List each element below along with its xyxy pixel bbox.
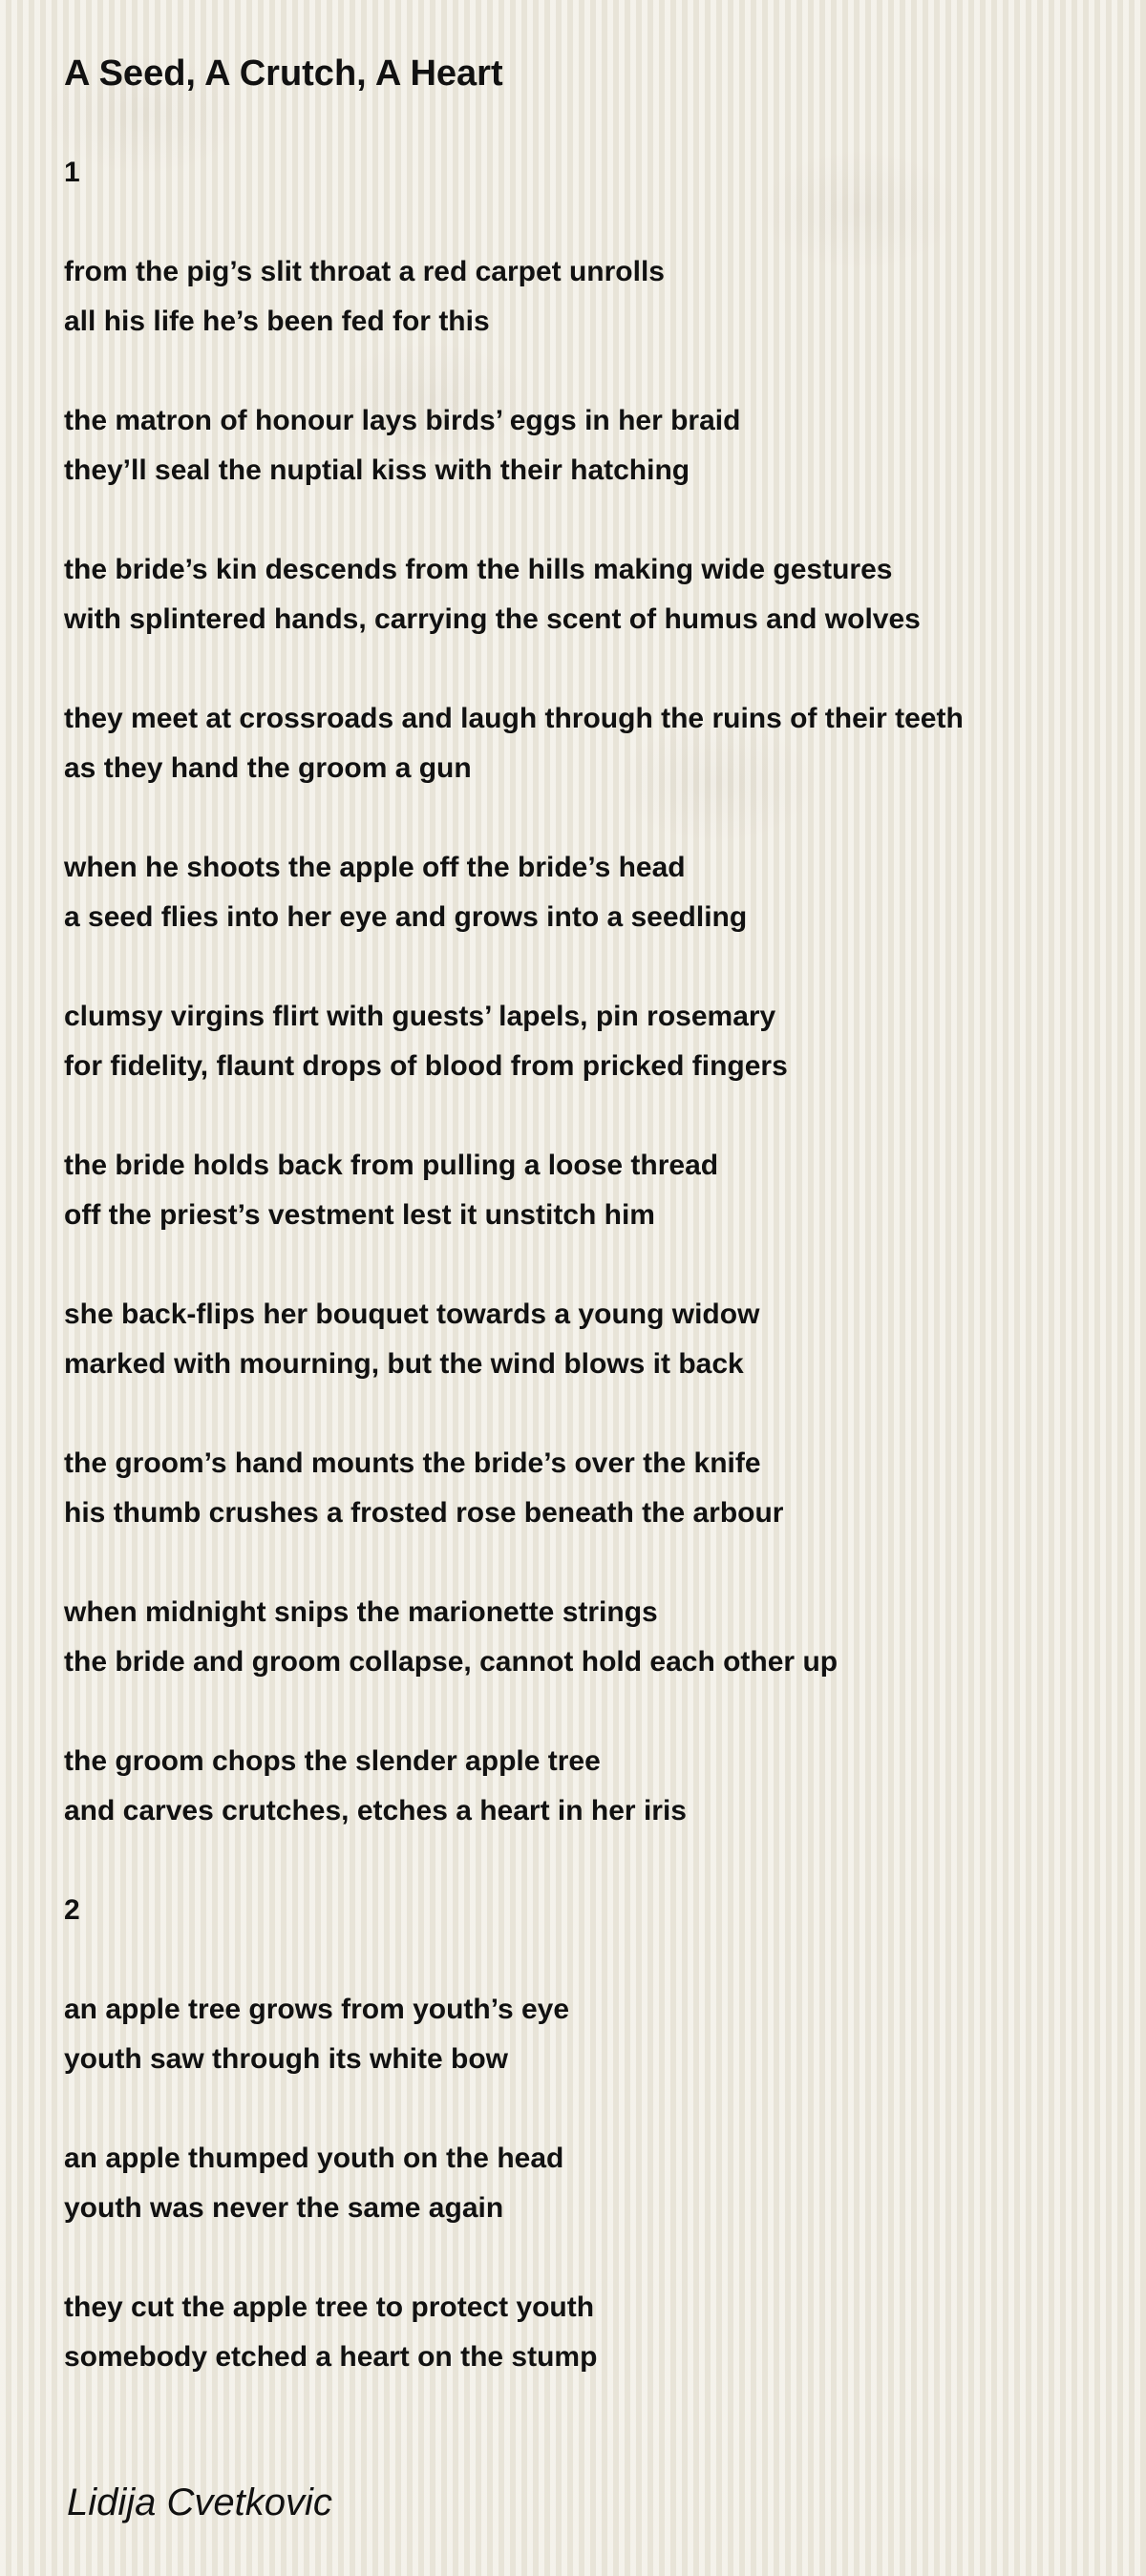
poem-line: an apple thumped youth on the head	[64, 2143, 564, 2174]
poem-line: an apple tree grows from youth’s eye	[64, 1994, 570, 2025]
poem-stanza	[64, 148, 1114, 198]
poem-line: somebody etched a heart on the stump	[64, 2341, 598, 2373]
poem-line: his thumb crushes a frosted rose beneath the arbour	[64, 1497, 784, 1529]
poem-line: as they hand the groom a gun	[64, 752, 472, 784]
poem-line: the groom chops the slender apple tree	[64, 1745, 601, 1777]
poem-line: marked with mourning, but the wind blows it back	[64, 1348, 744, 1380]
poem-line: the bride holds back from pulling a loose thread	[64, 1150, 719, 1181]
poem-line: when he shoots the apple off the bride’s head	[64, 852, 686, 883]
poem-stanza	[64, 694, 1114, 793]
poem-line: the bride and groom collapse, cannot hold each other up	[64, 1646, 838, 1678]
poem-line: clumsy virgins flirt with guests’ lapels, pin rosemary	[64, 1001, 776, 1032]
poem-stanza	[64, 1588, 1114, 1687]
poem-line: they meet at crossroads and laugh through the ruins of their teeth	[64, 703, 964, 734]
poem-author: Lidija Cvetkovic	[67, 2481, 332, 2523]
poem-title: A Seed, A Crutch, A Heart	[64, 53, 503, 94]
poem-stanza	[64, 843, 1114, 942]
poem-line: 2	[64, 1894, 80, 1926]
poem-line: she back-flips her bouquet towards a young widow	[64, 1299, 760, 1330]
poem-stanza	[64, 1141, 1114, 1240]
poem-line: youth was never the same again	[64, 2192, 504, 2224]
poem-line: they’ll seal the nuptial kiss with their hatching	[64, 454, 690, 486]
poem-stanza	[64, 396, 1114, 496]
poem-stanza	[64, 1737, 1114, 1836]
poem-body	[64, 148, 1114, 2382]
poem	[64, 50, 1114, 2432]
poem-stanza	[64, 1886, 1114, 1935]
poem-line: off the priest’s vestment lest it unstitch him	[64, 1199, 655, 1231]
poem-line: they cut the apple tree to protect youth	[64, 2291, 595, 2323]
poem-line: the bride’s kin descends from the hills making wide gestures	[64, 554, 893, 585]
poem-stanza	[64, 545, 1114, 644]
poem-stanza	[64, 992, 1114, 1091]
poem-line: with splintered hands, carrying the scent of humus and wolves	[64, 603, 921, 635]
poem-line: and carves crutches, etches a heart in her iris	[64, 1795, 687, 1826]
poem-line: all his life he’s been fed for this	[64, 306, 490, 337]
poem-stanza	[64, 1985, 1114, 2084]
poem-stanza	[64, 1290, 1114, 1389]
poem-line: for fidelity, flaunt drops of blood from pricked fingers	[64, 1050, 788, 1082]
poem-line: a seed flies into her eye and grows into a seedling	[64, 901, 748, 933]
poem-stanza	[64, 247, 1114, 347]
poem-line: youth saw through its white bow	[64, 2043, 508, 2075]
poem-line: from the pig’s slit throat a red carpet unrolls	[64, 256, 665, 287]
poem-line: the groom’s hand mounts the bride’s over the knife	[64, 1447, 761, 1479]
poem-stanza	[64, 1439, 1114, 1538]
poem-line: the matron of honour lays birds’ eggs in her braid	[64, 405, 741, 436]
poem-line: when midnight snips the marionette strings	[64, 1596, 658, 1628]
poem-stanza	[64, 2134, 1114, 2233]
poem-stanza	[64, 2283, 1114, 2382]
poem-line: 1	[64, 157, 80, 188]
